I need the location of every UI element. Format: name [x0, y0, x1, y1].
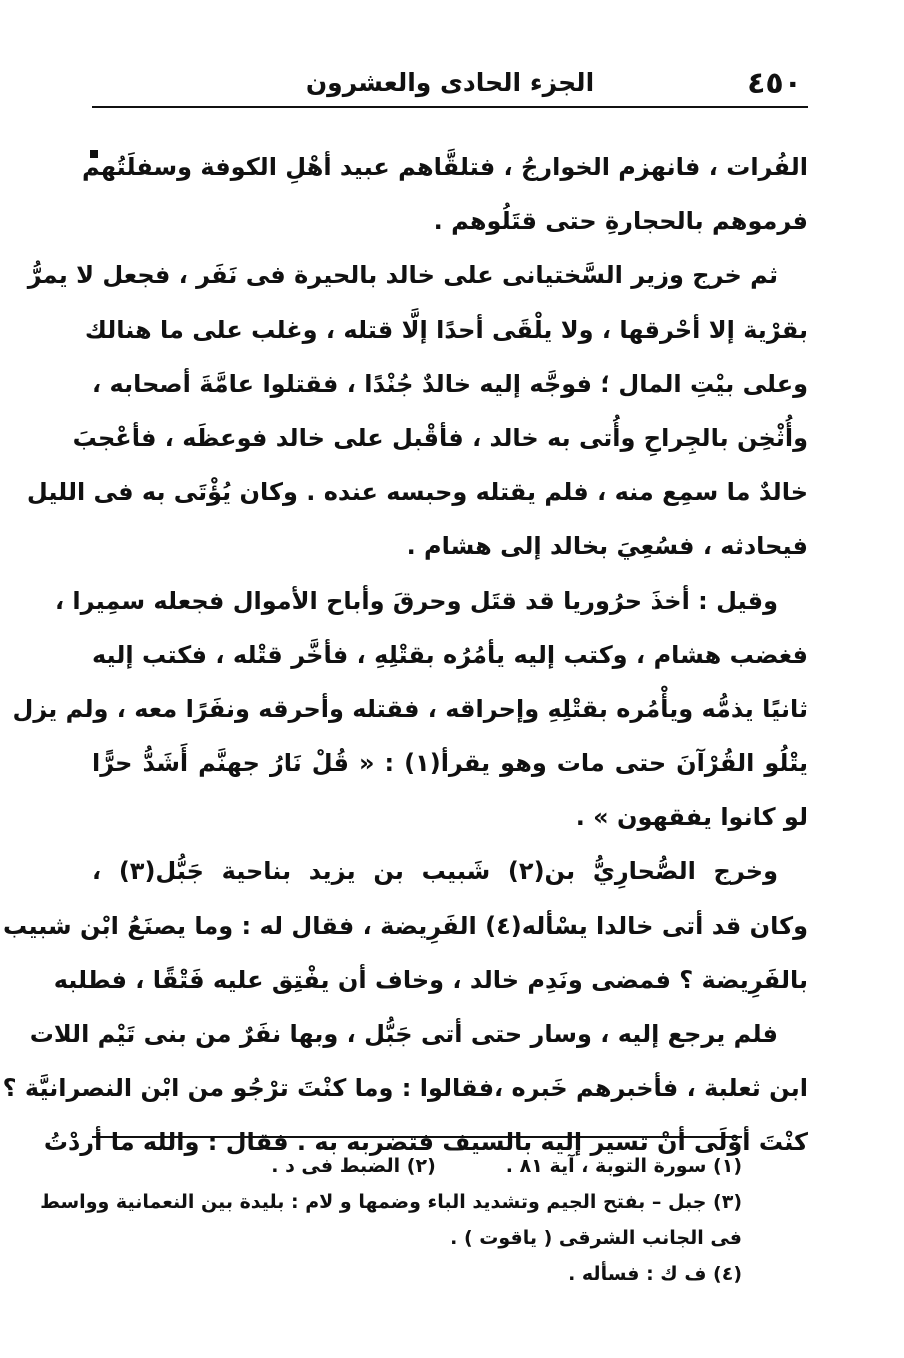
running-title: الجزء الحادى والعشرون: [305, 68, 595, 97]
footnote-4: (٤) ف ك : فسأله .: [568, 1263, 742, 1285]
text-line: كنْتَ أوْلَى أنْ تسير إليه بالسيف فتضربه به . فقال : والله ما أردْتُ: [43, 1128, 808, 1157]
text-line: فلم يرجع إليه ، وسار حتى أتى جَبُّل ، وبها نفَرٌ من بنى تَيْم اللات: [29, 1020, 778, 1048]
text-line: فغضب هشام ، وكتب إليه يأمُرُه بقتْلِهِ ، فأخَّر قتْله ، فكتب إليه: [92, 640, 808, 669]
text-line: ثم خرج وزير السَّختيانى على خالد بالحيرة فى نَفَر ، فجعل لا يمرُّ: [27, 261, 778, 290]
text-line: ابن ثعلبة ، فأخبرهم خَبره ،فقالوا : وما كنْتَ ترْجُو من ابْن النصرانيَّة ؟: [2, 1074, 808, 1103]
footnote-1: (١) سورة التوبة ، آية ٨١ .: [505, 1155, 742, 1177]
text-line: خالدٌ ما سمِع منه ، فلم يقتله وحبسه عنده . وكان يُؤْتَى به فى الليل: [26, 478, 808, 507]
text-line: الفُرات ، فانهزم الخوارجُ ، فتلقَّاهم عبيد أهْلِ الكوفة وسفلَتُهم: [82, 153, 808, 181]
footnote-divider: [92, 1136, 742, 1138]
text-line: وقيل : أخذَ حرُوريا قد قتَل وحرقَ وأباح الأموال فجعله سمِيرا ،: [54, 586, 778, 615]
text-line: فرموهم بالحجارةِ حتى قتَلُوهم .: [433, 207, 808, 236]
text-line: وأُثْخِن بالجِراحِ وأُتى به خالد ، فأقْبل على خالد فوعظَه ، فأعْجبَ: [72, 423, 808, 452]
footnote-2: (٢) الضبط فى د .: [271, 1155, 436, 1177]
footnotes: [40, 1148, 742, 1292]
footnote-3-continued: فى الجانب الشرقى ( ياقوت ) .: [450, 1227, 742, 1249]
footnote-3: (٣) جبل – بفتح الجيم وتشديد الباء وضمها و لام : بليدة بين النعمانية وواسط: [40, 1191, 742, 1213]
text-line: بقرْية إلا أحْرقها ، ولا يلْقَى أحدًا إلَّا قتله ، وغلب على ما هنالك: [84, 315, 808, 344]
text-line: ثانيًا يذمُّه ويأْمُره بقتْلِهِ وإحراقه ، فقتله وأحرقه ونفَرًا معه ، ولم يزل: [12, 694, 808, 723]
text-line: فيحادثه ، فسُعِيَ بخالد إلى هشام .: [406, 532, 808, 561]
text-line: وعلى بيْتِ المال ؛ فوجَّه إليه خالدٌ جُنْدًا ، فقتلوا عامَّةَ أصحابه ،: [92, 369, 808, 398]
text-line: بالفَرِيضة ؟ فمضى ونَدِم خالد ، وخاف أن يفْتِق عليه فَتْقًا ، فطلبه: [53, 965, 808, 994]
page-number: ٤٥٠: [747, 66, 802, 101]
text-line: يتْلُو القُرْآنَ حتى مات وهو يقرأ(١) : « قُلْ نَارُ جهنَّم أَشَدُّ حرًّا: [92, 749, 809, 778]
main-text: [2, 140, 809, 1170]
text-line: لو كانوا يفقهون » .: [575, 803, 808, 832]
page-header: [92, 62, 808, 108]
text-line: وخرج الصُّحارِيُّ بن(٢) شَبيب بن يزيد بناحية جَبُّل(٣) ،: [92, 857, 778, 886]
footnote-row: [92, 1148, 742, 1184]
text-line: وكان قد أتى خالدا يسْأله(٤) الفَرِيضة ، فقال له : وما يصنَعُ ابْن شبيب: [3, 911, 808, 940]
